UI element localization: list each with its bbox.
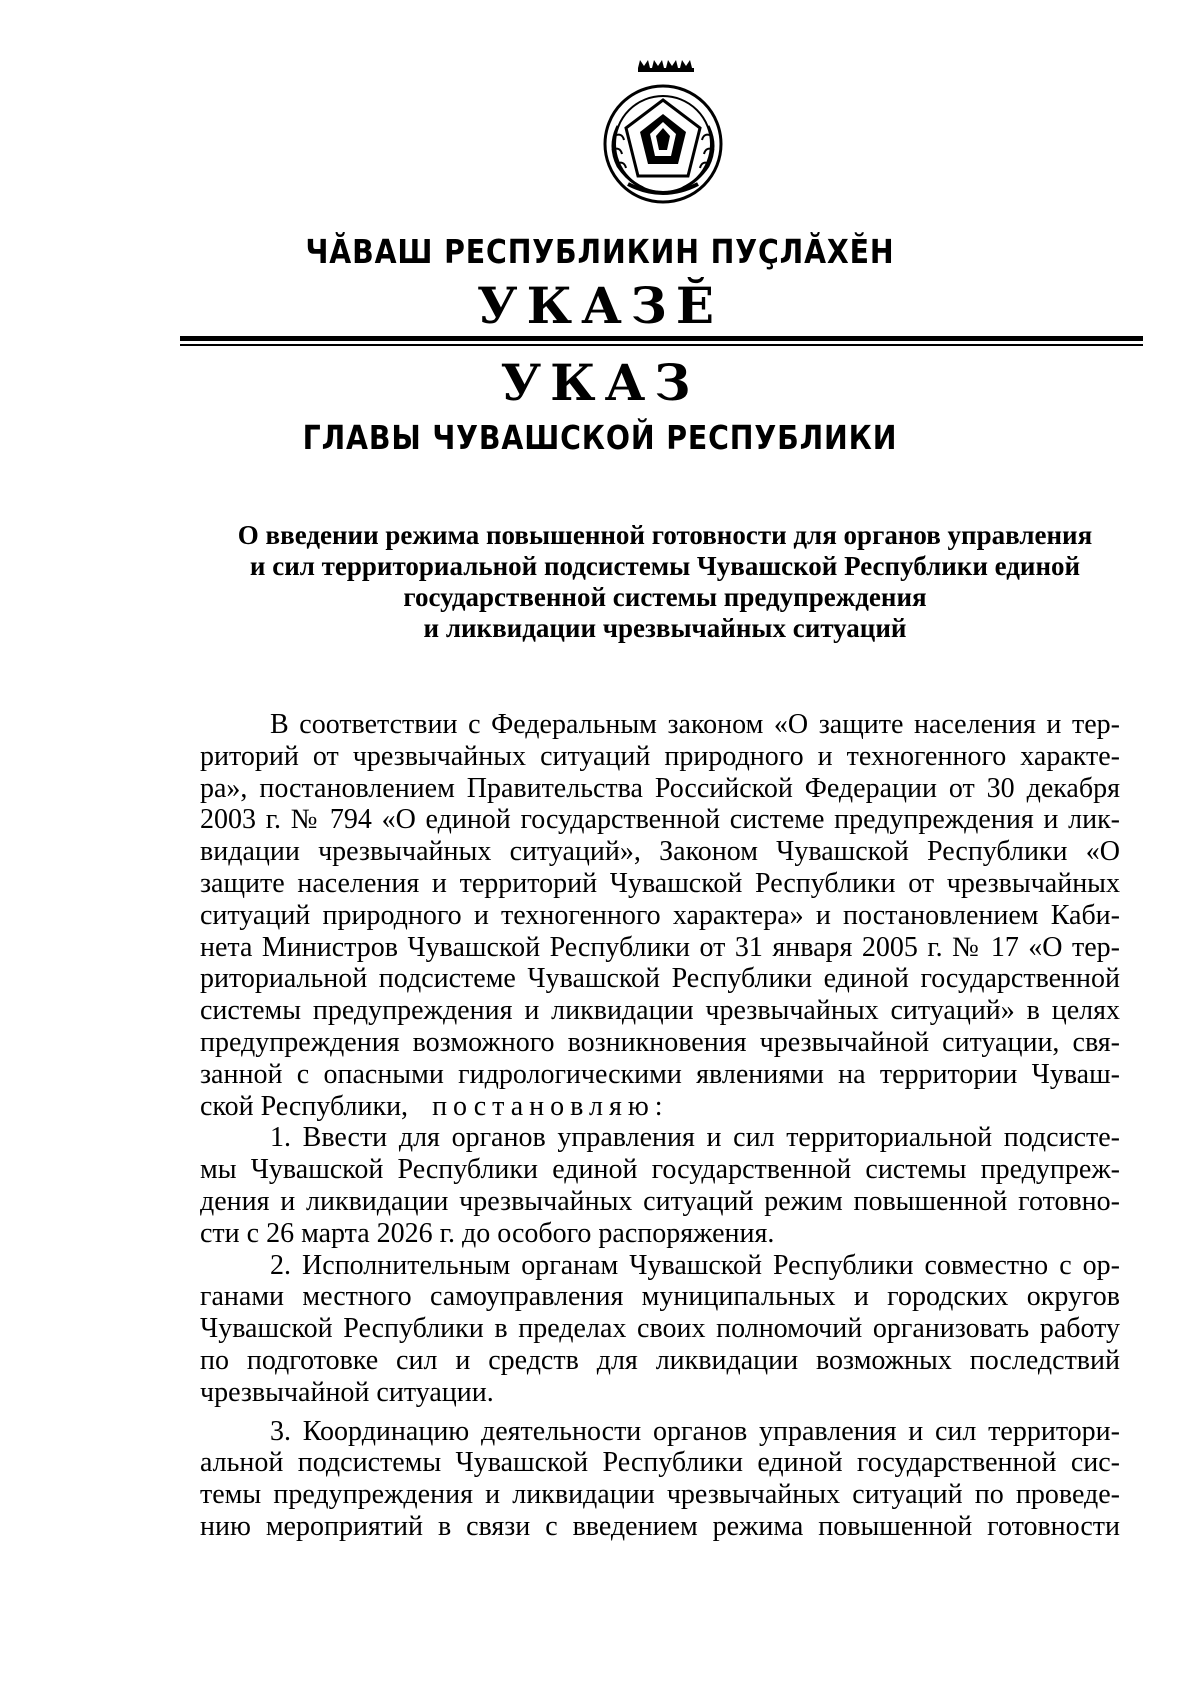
preamble-line: ситуаций природного и техногенного характера» и постановлением Каби-	[200, 899, 1120, 931]
clause-2-line: Чувашской Республики в пределах своих полномочий организовать работу	[200, 1313, 1120, 1345]
title-line: и ликвидации чрезвычайных ситуаций	[423, 613, 907, 643]
clause-1-line: 1. Ввести для органов управления и сил территориальной подсисте-	[270, 1122, 1120, 1154]
clause-1-line: сти с 26 марта 2026 г. до особого распоряжения.	[200, 1217, 775, 1249]
clause-2-line: ганами местного самоуправления муниципальных и городских округов	[200, 1281, 1120, 1313]
title-line: и сил территориальной подсистемы Чувашской Республики единой	[249, 551, 1081, 581]
preamble-line: предупреждения возможного возникновения чрезвычайной ситуации, свя-	[200, 1026, 1120, 1058]
paragraph-gap	[200, 1409, 1120, 1416]
clause-2-line: 2. Исполнительным органам Чувашской Республики совместно с ор-	[270, 1249, 1120, 1281]
clause-3-line: темы предупреждения и ликвидации чрезвычайных ситуаций по проведе-	[200, 1479, 1120, 1511]
preamble-line: нета Министров Чувашской Республики от 31 января 2005 г. № 17 «О тер-	[200, 931, 1120, 963]
clause-1-line: дения и ликвидации чрезвычайных ситуаций режим повышенной готовно-	[200, 1185, 1120, 1217]
clause-1-line: мы Чувашской Республики единой государственной системы предупреж-	[200, 1154, 1120, 1186]
emblem-crown	[638, 60, 694, 72]
chuvash-head-title: ЧĂВАШ РЕСПУБЛИКИН ПУÇЛĂХĔН	[305, 232, 895, 271]
preamble-line: защите населения и территорий Чувашской Республики от чрезвычайных	[200, 867, 1120, 899]
preamble-line: 2003 г. № 794 «О единой государственной системе предупреждения и лик-	[200, 804, 1120, 836]
document-title	[150, 520, 1180, 644]
clause-2-line: чрезвычайной ситуации.	[200, 1376, 494, 1408]
preamble-end-line	[200, 1091, 1120, 1123]
chuvash-decree-word: УКАЗĔ	[477, 276, 723, 335]
title-line: государственной системы предупреждения	[403, 582, 927, 612]
preamble-line: В соответствии с Федеральным законом «О защите населения и тер-	[270, 709, 1120, 740]
russian-decree-word: УКАЗ	[500, 353, 700, 412]
russian-head-title: ГЛАВЫ ЧУВАШСКОЙ РЕСПУБЛИКИ	[302, 418, 898, 457]
clause-3-line: альной подсистемы Чувашской Республики единой государственной сис-	[200, 1447, 1120, 1479]
clause-3-line: 3. Координацию деятельности органов управления и сил территори-	[270, 1415, 1120, 1447]
preamble-line: занной с опасными гидрологическими явлениями на территории Чуваш-	[200, 1058, 1120, 1090]
title-line: О введении режима повышенной готовности для органов управления	[237, 520, 1093, 550]
preamble-line: ра», постановлением Правительства Российской Федерации от 30 декабря	[200, 772, 1120, 804]
preamble-end: ской Республики,	[200, 1090, 409, 1122]
clause-2-line: по подготовке сил и средств для ликвидации возможных последствий	[200, 1344, 1120, 1376]
preamble-line: риторий от чрезвычайных ситуаций природного и техногенного характе-	[200, 740, 1120, 772]
preamble-line: видации чрезвычайных ситуаций», Законом Чувашской Республики «О	[200, 836, 1120, 868]
chuvash-emblem-icon	[588, 56, 738, 211]
resolve-word: постановляю:	[432, 1090, 669, 1122]
document-body	[200, 709, 1120, 1543]
clause-3-line: нию мероприятий в связи с введением режима повышенной готовности	[200, 1510, 1120, 1542]
preamble-line: риториальной подсистеме Чувашской Республики единой государственной	[200, 963, 1120, 995]
preamble-line: системы предупреждения и ликвидации чрезвычайных ситуаций» в целях	[200, 995, 1120, 1027]
header-rule-thick	[180, 336, 1143, 341]
header-rule-thin	[180, 344, 1143, 346]
